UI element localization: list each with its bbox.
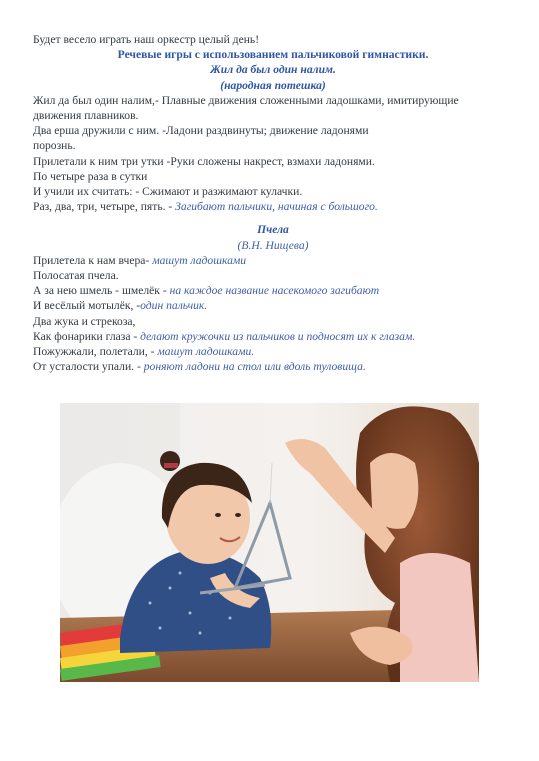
poem-line: Раз, два, три, четыре, пять. - Загибают пальчики, начиная с большого. [33,200,378,214]
poem-line: Прилетела к нам вчера- машут ладошками [33,253,247,267]
document-body [33,32,513,374]
poem-line: Прилетали к ним три утки -Руки сложены накрест, взмахи ладонями. [33,154,375,168]
poem1-subtitle: (народная потешка) [220,78,326,92]
poem-line: Как фонарики глаза - делают кружочки из пальчиков и подносят их к глазам. [33,329,416,343]
poem-line: А за нею шмель - шмелёк - на каждое название насекомого загибают [33,284,380,298]
poem-line: По четыре раза в сутки [33,169,148,183]
poem-line: движения плавников. [33,109,139,123]
poem-line: Полосатая пчела. [33,269,119,283]
poem2-author: (В.Н. Нищева) [237,238,309,252]
poem2-lines [33,253,513,375]
poem1-title: Жил да был один налим. [210,63,336,77]
intro-line: Будет весело играть наш оркестр целый день! [33,33,260,46]
poem-line: И весёлый мотылёк, -один пальчик. [33,299,208,313]
poem-line: Жил да был один налим,- Плавные движения сложенными ладошками, имитирующие [33,93,459,107]
poem-line: Пожужжали, полетали, - машут ладошками. [33,345,255,359]
poem-line: Два жука и стрекоза, [33,314,136,328]
poem-line: Два ерша дружили с ним. -Ладони раздвинуты; движение ладонями [33,124,369,138]
section-title: Речевые игры с использованием пальчиковой гимнастики. [117,48,429,62]
photo-child-with-triangle [60,403,479,682]
poem1-lines [33,93,513,215]
poem-line: От усталости упали. - роняют ладони на стол или вдоль туловища. [33,360,366,374]
poem-line: И учили их считать: - Сжимают и разжимают кулачки. [33,185,303,199]
poem-line: порознь. [33,139,76,153]
poem2-title: Пчела [257,223,289,237]
